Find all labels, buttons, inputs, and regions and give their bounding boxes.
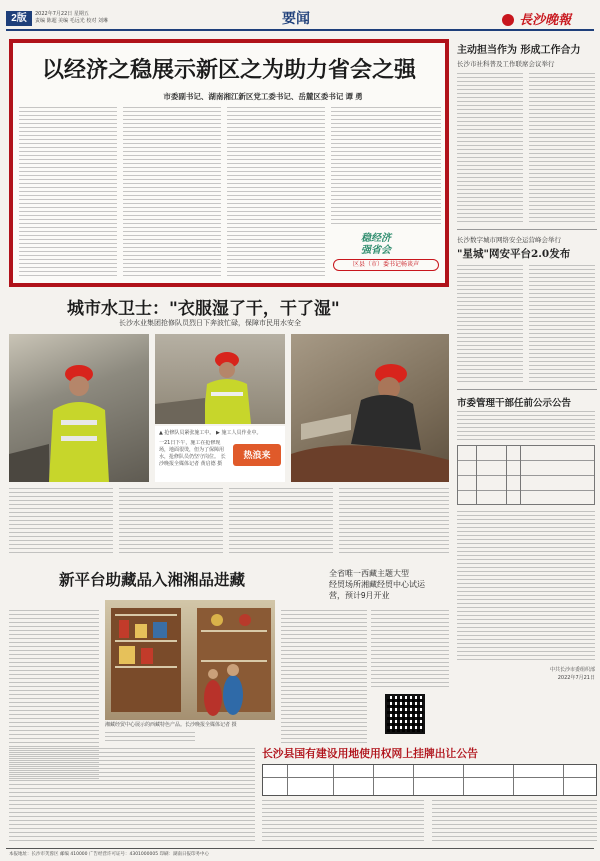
lead-story — [9, 39, 449, 287]
section-name: 要闻 — [282, 11, 310, 27]
land-body-a — [262, 800, 424, 842]
water-body-col1 — [9, 488, 113, 556]
worker-photo-right — [291, 334, 449, 482]
date-line: 2022年7月22日 星期五 — [35, 11, 89, 17]
tibet-body-col3 — [281, 610, 367, 744]
page-number: 2版 — [6, 11, 32, 26]
sidebar — [457, 39, 597, 759]
display-shelves-illustration — [105, 600, 275, 720]
sidebar1-body-a — [457, 73, 523, 223]
sidebar-divider — [457, 229, 597, 230]
land-table — [262, 764, 597, 796]
tibet-subhead-2: 经贸场所湘藏经贸中心试运 — [329, 580, 425, 589]
editor-line: 责编 陈超 美编 毛远光 校对 刘琳 — [35, 18, 108, 24]
sidebar-divider-2 — [457, 389, 597, 390]
masthead-rule — [6, 29, 594, 31]
sidebar1-subhead: 长沙市社科普及工作联席会议举行 — [457, 61, 555, 68]
land-notice — [262, 748, 597, 844]
sidebar3-date: 2022年7月21日 — [557, 675, 595, 681]
tibet-subhead-1: 全省唯一西藏主题大型 — [329, 569, 409, 578]
footer-rule — [6, 848, 594, 849]
tibet-body-bottom — [9, 748, 255, 844]
worker-photo-left — [9, 334, 149, 482]
water-story — [9, 292, 449, 560]
lead-body-col1 — [19, 107, 117, 277]
column-badge — [331, 229, 441, 279]
water-headline: 城市水卫士："衣服湿了干，干了湿" — [67, 299, 340, 319]
worker-illustration-left — [9, 334, 149, 482]
sidebar1-headline: 主动担当作为 形成工作合力 — [457, 45, 581, 56]
tibet-body-col2 — [105, 732, 195, 744]
sidebar2-body-a — [457, 265, 523, 385]
lead-byline: 市委副书记、湖南湘江新区党工委书记、岳麓区委书记 谭 勇 — [163, 92, 363, 101]
footer-line: 本报地址：长沙市芙蓉区 邮编 410000 广告经营许可证号：4301000005 印刷：湖南日报印务中心 — [9, 852, 210, 857]
lead-body-col2 — [123, 107, 221, 277]
tibet-photo — [105, 600, 275, 720]
appointment-table — [457, 445, 595, 505]
tibet-body-col4 — [371, 610, 449, 690]
paper-logo: 長沙晚報 — [502, 8, 594, 26]
water-body-col2 — [119, 488, 223, 556]
water-body-col3 — [229, 488, 333, 556]
sidebar2-body-b — [529, 265, 595, 385]
sidebar2-headline: "星城"网安平台2.0发布 — [457, 248, 571, 260]
badge-line1: 稳经济 — [361, 233, 391, 244]
sidebar3-body — [457, 511, 595, 661]
masthead — [0, 0, 600, 32]
sidebar2-kicker: 长沙数字城市网络安全运营峰会举行 — [457, 237, 561, 244]
lead-headline: 以经济之稳展示新区之为助力省会之强 — [41, 57, 416, 83]
sidebar3-signature: 中共长沙市委组织部 — [549, 667, 595, 673]
sidebar1-body-b — [529, 73, 595, 223]
water-caption: ▲ 抢修队员紧张施工中。 ▶ 施工人员作业中。 — [159, 430, 262, 436]
water-subhead: 长沙水业集团抢修队员烈日下奔波忙碌，保障市民用水安全 — [119, 320, 301, 327]
worker-photo-center — [155, 334, 285, 424]
badge-line2: 强省会 — [361, 245, 391, 256]
worker-illustration-right — [291, 334, 449, 482]
lead-body-col4 — [331, 107, 441, 225]
logo-icon — [502, 14, 514, 26]
water-caption-2: 一21日下午，施工在抢修现场，地面很烫，但为了保障用水，抢修队员仍坚守岗位。 长沙晚报全媒体记者 黄启德 摄 — [159, 440, 226, 467]
tibet-subhead-3: 营，预计9月开业 — [329, 591, 390, 600]
water-caption-box — [155, 426, 285, 482]
worker-illustration-center — [155, 334, 285, 424]
badge-sub: 区县（市）委书记畅谈声 — [333, 259, 439, 271]
land-body-b — [432, 800, 597, 842]
tibet-headline: 新平台助藏品入湘湘品进藏 — [59, 570, 246, 589]
tibet-caption: 湘藏经贸中心展示的西藏特色产品。长沙晚报全媒体记者 摄 — [105, 722, 237, 728]
sidebar3-intro — [457, 411, 595, 441]
heatwave-logo: 热浪来 — [233, 444, 281, 466]
sidebar3-headline: 市委管理干部任前公示公告 — [457, 398, 572, 409]
lead-body-col3 — [227, 107, 325, 277]
qr-code[interactable] — [385, 694, 425, 734]
water-body-col4 — [339, 488, 449, 556]
tibet-story — [9, 566, 449, 744]
land-headline: 长沙县国有建设用地使用权网上挂牌出让公告 — [262, 747, 478, 760]
